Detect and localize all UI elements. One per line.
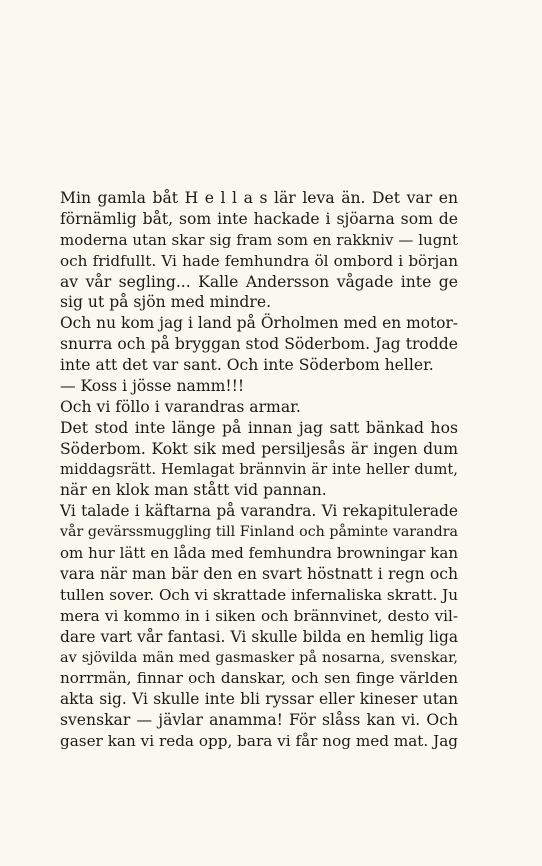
text-line: förnämlig båt, som inte hackade i sjöarna som de [60, 209, 458, 228]
text-line: snurra och på bryggan stod Söderbom. Jag trodde [60, 335, 458, 354]
text-line: Vi talade i käftarna på varandra. Vi rekapitulerade [60, 502, 458, 521]
text-line: Söderbom. Kokt sik med persiljesås är ingen dum [60, 439, 458, 458]
text-line: Det stod inte länge på innan jag satt bänkad hos [60, 418, 458, 437]
text-line: inte att det var sant. Och inte Söderbom heller. [60, 356, 434, 375]
text-line: norrmän, finnar och danskar, och sen finge världen [60, 669, 458, 688]
text-line: Och nu kom jag i land på Örholmen med en motor- [60, 314, 458, 333]
text-line: middagsrätt. Hemlagat brännvin är inte heller dumt, [60, 460, 458, 478]
text-line: när en klok man stått vid pannan. [60, 481, 327, 500]
text-line: och fridfullt. Vi hade femhundra öl ombord i början [60, 251, 458, 270]
text-line: tullen sover. Och vi skrattade infernaliska skratt. Ju [60, 585, 458, 604]
text-line: svenskar — jävlar anamma! För slåss kan vi. Och [60, 711, 458, 730]
text-line: dare vart vår fantasi. Vi skulle bilda en hemlig liga [60, 627, 458, 646]
text-line: — Koss i jösse namm!!! [60, 377, 245, 396]
text-line: av sjövilda män med gasmasker på nosarna, svenskar, [60, 649, 458, 666]
text-line: mera vi kommo in i siken och brännvinet, desto vil- [60, 606, 458, 625]
text-line: Och vi föllo i varandras armar. [60, 397, 301, 416]
body-text [60, 188, 458, 752]
text-line: Min gamla båt H e l l a s lär leva än. Det var en [60, 189, 458, 207]
text-line: av vår segling... Kalle Andersson vågade inte ge [60, 272, 458, 291]
text-line: akta sig. Vi skulle inte bli ryssar eller kineser utan [60, 690, 458, 709]
text-line: moderna utan skar sig fram som en rakkniv — lugnt [60, 230, 458, 249]
text-line: sig ut på sjön med mindre. [60, 293, 272, 312]
text-line: vara när man bär den en svart höstnatt i regn och [60, 565, 458, 584]
text-line: vår gevärssmuggling till Finland och påminte varandra [60, 524, 458, 541]
text-line: om hur lätt en låda med femhundra browningar kan [60, 544, 458, 563]
text-line: gaser kan vi reda opp, bara vi får nog med mat. Jag [60, 732, 458, 751]
